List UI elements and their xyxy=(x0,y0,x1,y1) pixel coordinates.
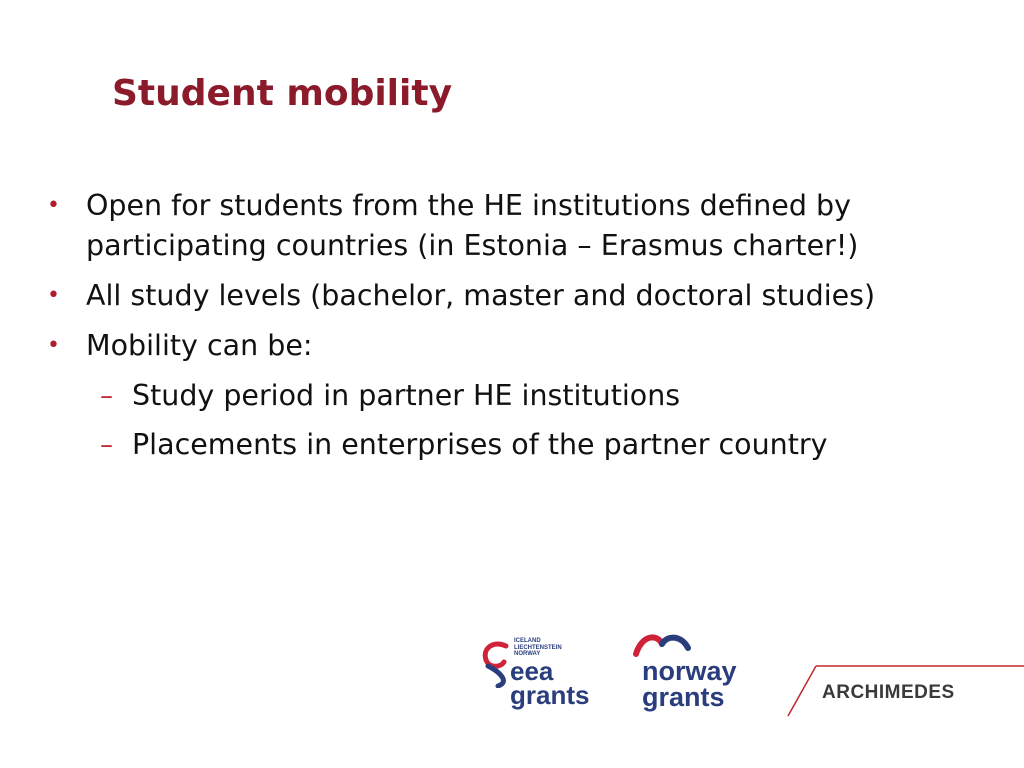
bullet-item xyxy=(44,326,984,366)
sub-bullet-item xyxy=(44,425,984,465)
bullet-list xyxy=(44,186,984,474)
norway-grants-logo xyxy=(626,630,750,714)
sub-bullet-item xyxy=(44,376,984,416)
grants-word: grants xyxy=(642,682,725,712)
grants-word: grants xyxy=(510,680,590,710)
eea-grants-logo xyxy=(480,630,600,710)
bullet-dot-icon: • xyxy=(47,333,60,358)
sub-bullet-text: Placements in enterprises of the partner country xyxy=(132,428,828,461)
bullet-dot-icon: • xyxy=(47,283,60,308)
archimedes-logo xyxy=(786,664,1024,720)
archimedes-text: ARCHIMEDES xyxy=(822,682,955,703)
eea-word: eea xyxy=(510,656,554,686)
eea-countries: ICELAND LIECHTENSTEIN NORWAY xyxy=(514,638,562,657)
eea-swirl-icon xyxy=(480,638,514,688)
bullet-dot-icon: • xyxy=(47,193,60,218)
bullet-item xyxy=(44,186,984,266)
slide-title: Student mobility xyxy=(112,73,453,114)
bullet-text: All study levels (bachelor, master and doctoral studies) xyxy=(86,279,876,312)
norway-arc-icon xyxy=(632,632,692,658)
bullet-text: Mobility can be: xyxy=(86,329,313,362)
sub-bullet-text: Study period in partner HE institutions xyxy=(132,379,681,412)
dash-icon: – xyxy=(100,381,113,411)
bullet-item xyxy=(44,276,984,316)
norway-word: norway xyxy=(642,656,737,686)
bullet-text: Open for students from the HE institutions defined by participating countries (in Estonia – Erasmus charter!) xyxy=(86,189,859,262)
dash-icon: – xyxy=(100,430,113,460)
